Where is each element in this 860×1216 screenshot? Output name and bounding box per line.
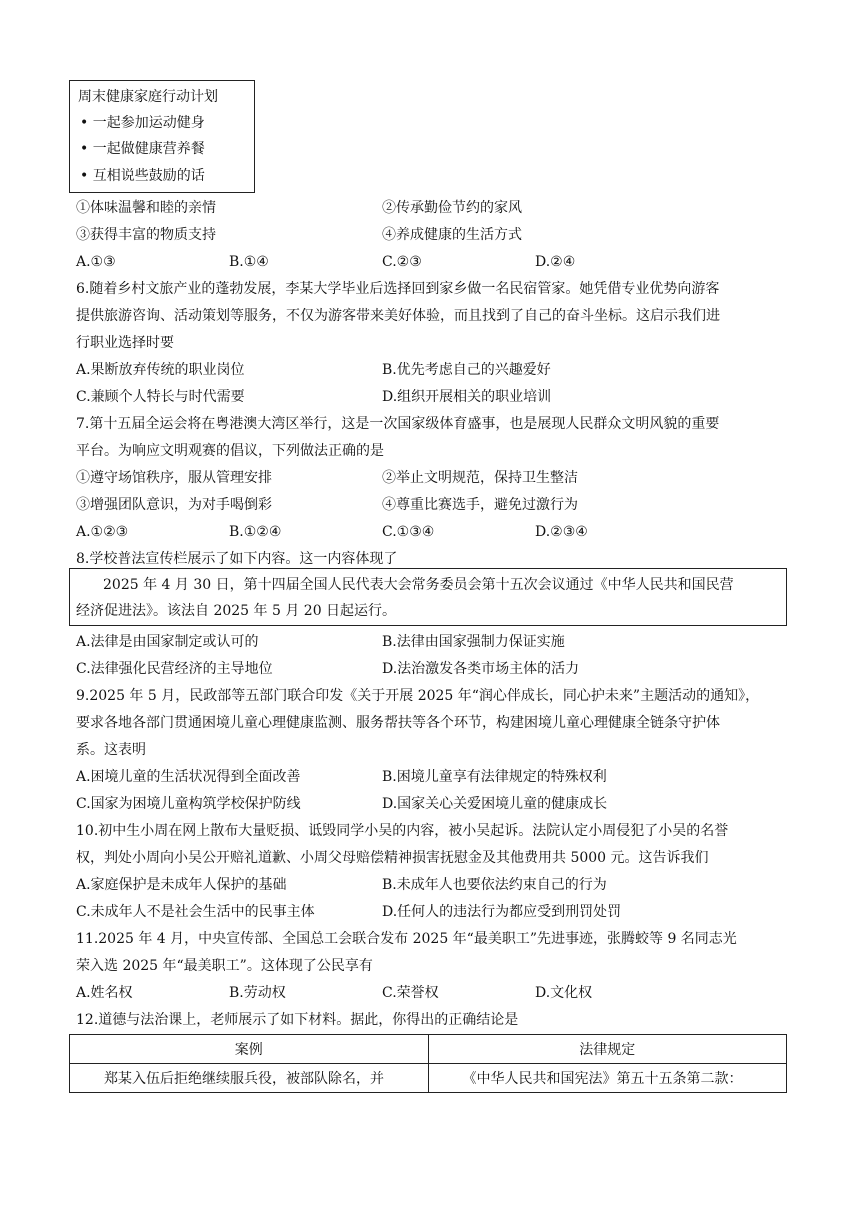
q7-option-c[interactable]: C.①③④ xyxy=(382,524,435,540)
table-header-law: 法律规定 xyxy=(428,1035,787,1064)
q7-statement-3: ③增强团队意识，为对手喝倒彩 xyxy=(76,497,272,513)
q8-stem: 8.学校普法宣传栏展示了如下内容。这一内容体现了 xyxy=(76,551,398,567)
q6-option-c[interactable]: C.兼顾个人特长与时代需要 xyxy=(76,389,245,405)
plan-title: 周末健康家庭行动计划 xyxy=(78,89,218,105)
q11-stem-line: 荣入选 2025 年“最美职工”。这体现了公民享有 xyxy=(76,958,373,974)
q5-statement-4: ④养成健康的生活方式 xyxy=(382,227,522,243)
q12-stem: 12.道德与法治课上，老师展示了如下材料。据此，你得出的正确结论是 xyxy=(76,1012,519,1028)
q11-stem-line: 11.2025 年 4 月，中央宣传部、全国总工会联合发布 2025 年“最美职工”先进事迹，张腾蛟等 9 名同志光 xyxy=(76,931,737,947)
q10-option-b[interactable]: B.未成年人也要依法约束自己的行为 xyxy=(382,877,607,893)
q6-option-b[interactable]: B.优先考虑自己的兴趣爱好 xyxy=(382,362,551,378)
q7-option-a[interactable]: A.①②③ xyxy=(76,524,129,540)
q10-option-c[interactable]: C.未成年人不是社会生活中的民事主体 xyxy=(76,904,315,920)
table-cell-law: 《中华人民共和国宪法》第五十五条第二款： xyxy=(428,1064,787,1093)
q11-option-b[interactable]: B.劳动权 xyxy=(229,985,286,1001)
table-header-case: 案例 xyxy=(70,1035,429,1064)
plan-item: • 一起做健康营养餐 xyxy=(80,141,205,157)
q5-statement-2: ②传承勤俭节约的家风 xyxy=(382,200,522,216)
q7-option-d[interactable]: D.②③④ xyxy=(535,524,588,540)
q10-stem-line: 权，判处小周向小吴公开赔礼道歉、小周父母赔偿精神损害抚慰金及其他费用共 5000 元。这告诉我们 xyxy=(76,850,709,866)
q11-option-d[interactable]: D.文化权 xyxy=(535,985,593,1001)
q8-option-d[interactable]: D.法治激发各类市场主体的活力 xyxy=(382,661,580,677)
q6-stem-line: 提供旅游咨询、活动策划等服务，不仅为游客带来美好体验，而且找到了自己的奋斗坐标。这启示我们进 xyxy=(76,308,720,324)
weekend-plan-box xyxy=(69,80,255,193)
q8-option-a[interactable]: A.法律是由国家制定或认可的 xyxy=(76,634,259,650)
q5-option-d[interactable]: D.②④ xyxy=(535,254,576,270)
q8-box-line: 经济促进法》。该法自 2025 年 5 月 20 日起运行。 xyxy=(76,603,397,619)
q8-option-c[interactable]: C.法律强化民营经济的主导地位 xyxy=(76,661,273,677)
q9-option-b[interactable]: B.困境儿童享有法律规定的特殊权利 xyxy=(382,769,607,785)
q8-option-b[interactable]: B.法律由国家强制力保证实施 xyxy=(382,634,565,650)
q5-option-c[interactable]: C.②③ xyxy=(382,254,422,270)
q7-option-b[interactable]: B.①②④ xyxy=(229,524,282,540)
q7-statement-2: ②举止文明规范，保持卫生整洁 xyxy=(382,470,578,486)
plan-item: • 一起参加运动健身 xyxy=(80,115,205,131)
q10-option-d[interactable]: D.任何人的违法行为都应受到刑罚处罚 xyxy=(382,904,622,920)
q9-stem-line: 系。这表明 xyxy=(76,742,146,758)
q9-option-a[interactable]: A.困境儿童的生活状况得到全面改善 xyxy=(76,769,301,785)
plan-item: • 互相说些鼓励的话 xyxy=(80,168,205,184)
q8-box-line: 2025 年 4 月 30 日，第十四届全国人民代表大会常务委员会第十五次会议通过《中华人民共和国民营 xyxy=(103,577,734,593)
q7-stem-line: 平台。为响应文明观赛的倡议，下列做法正确的是 xyxy=(76,443,384,459)
q6-option-a[interactable]: A.果断放弃传统的职业岗位 xyxy=(76,362,245,378)
table-row xyxy=(70,1064,787,1093)
q6-stem-line: 行职业选择时要 xyxy=(76,335,174,351)
q9-option-c[interactable]: C.国家为困境儿童构筑学校保护防线 xyxy=(76,796,301,812)
q11-option-c[interactable]: C.荣誉权 xyxy=(382,985,439,1001)
q6-stem-line: 6.随着乡村文旅产业的蓬勃发展，李某大学毕业后选择回到家乡做一名民宿管家。她凭借专业优势向游客 xyxy=(76,281,720,297)
q9-stem-line: 要求各地各部门贯通困境儿童心理健康监测、服务帮扶等各个环节，构建困境儿童心理健康全链条守护体 xyxy=(76,715,720,731)
q10-option-a[interactable]: A.家庭保护是未成年人保护的基础 xyxy=(76,877,287,893)
table-cell-case: 郑某入伍后拒绝继续服兵役，被部队除名，并 xyxy=(70,1064,429,1093)
q7-stem-line: 7.第十五届全运会将在粤港澳大湾区举行，这是一次国家级体育盛事，也是展现人民群众文明风貌的重要 xyxy=(76,416,720,432)
q6-option-d[interactable]: D.组织开展相关的职业培训 xyxy=(382,389,552,405)
q5-statement-1: ①体味温馨和睦的亲情 xyxy=(76,200,216,216)
q8-material-box xyxy=(69,568,787,626)
q7-statement-4: ④尊重比赛选手，避免过激行为 xyxy=(382,497,578,513)
q5-statement-3: ③获得丰富的物质支持 xyxy=(76,227,216,243)
q11-option-a[interactable]: A.姓名权 xyxy=(76,985,133,1001)
q12-case-law-table xyxy=(69,1034,787,1093)
q7-statement-1: ①遵守场馆秩序，服从管理安排 xyxy=(76,470,272,486)
q5-option-b[interactable]: B.①④ xyxy=(229,254,269,270)
q10-stem-line: 10.初中生小周在网上散布大量贬损、诋毁同学小吴的内容，被小吴起诉。法院认定小周侵犯了小吴的名誉 xyxy=(76,823,729,839)
table-header-row xyxy=(70,1035,787,1064)
q5-option-a[interactable]: A.①③ xyxy=(76,254,116,270)
q9-option-d[interactable]: D.国家关心关爱困境儿童的健康成长 xyxy=(382,796,608,812)
q9-stem-line: 9.2025 年 5 月，民政部等五部门联合印发《关于开展 2025 年“润心伴成长，同心护未来”主题活动的通知》， xyxy=(76,688,760,704)
